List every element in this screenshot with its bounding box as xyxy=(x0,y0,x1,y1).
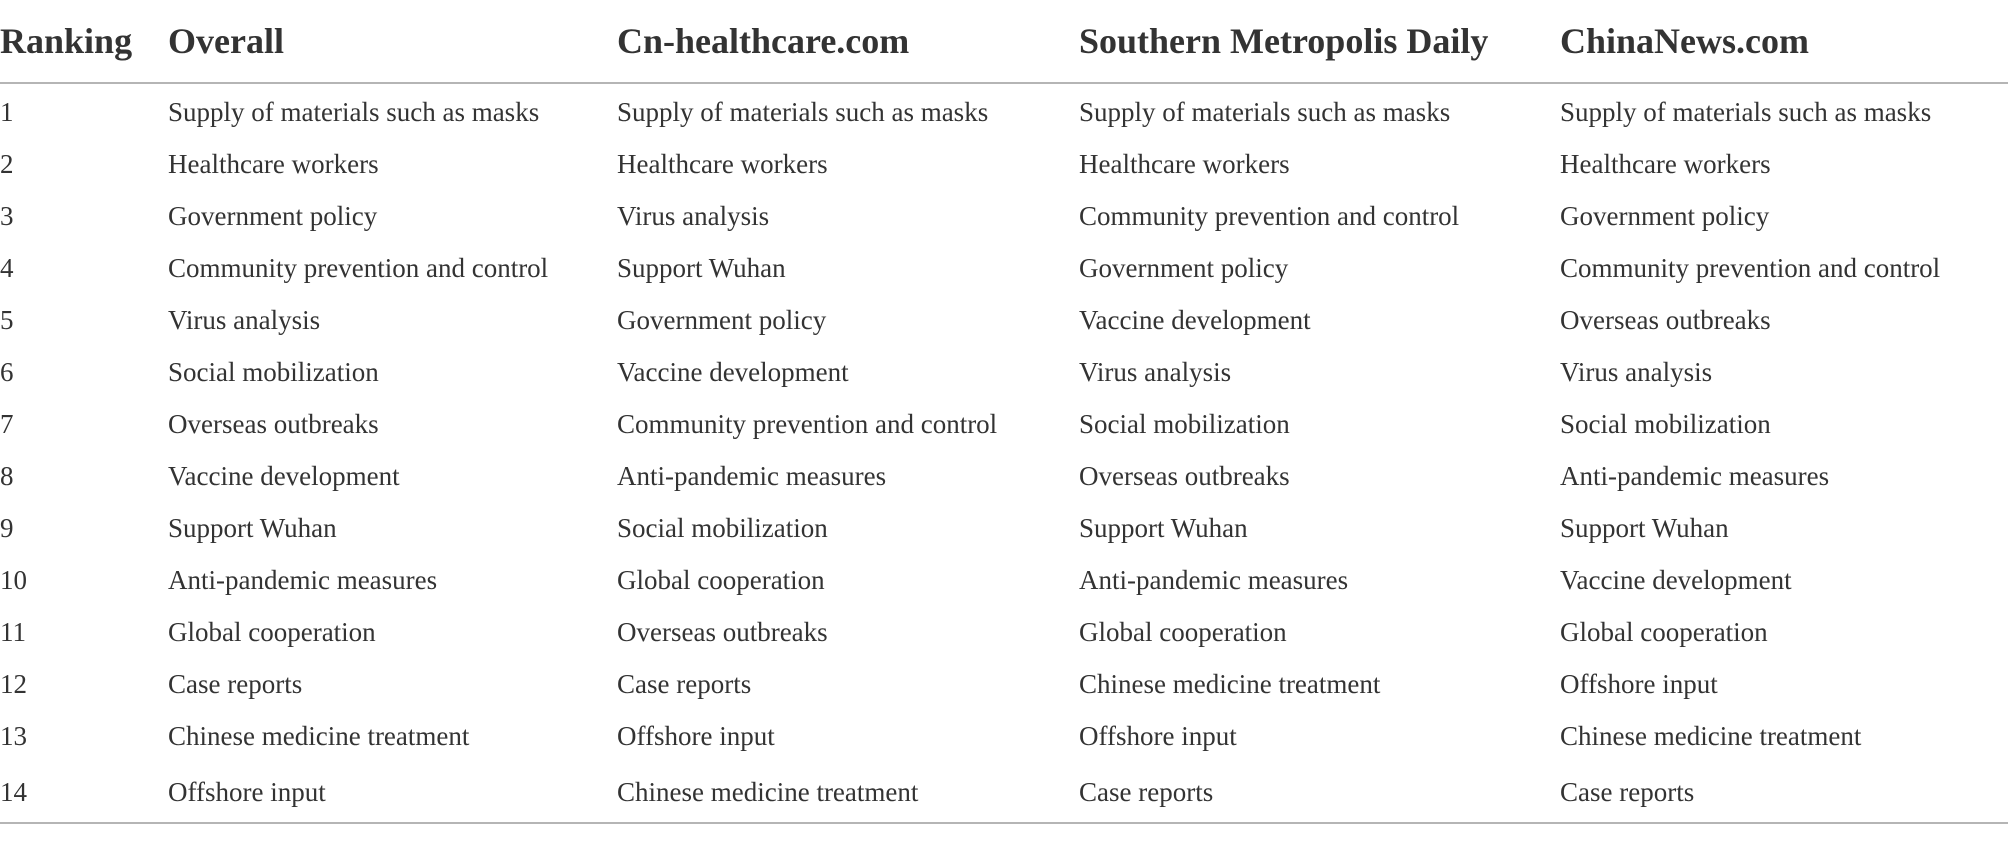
overall-cell: Social mobilization xyxy=(168,356,379,387)
cn-healthcare-cell: Supply of materials such as masks xyxy=(617,96,989,127)
overall-cell: Support Wuhan xyxy=(168,512,337,543)
cn-healthcare-cell: Community prevention and control xyxy=(617,408,998,439)
ranking-cell: 3 xyxy=(0,200,14,231)
header-southern-metropolis-daily: Southern Metropolis Daily xyxy=(1079,0,1560,83)
southern-metropolis-daily-cell: Social mobilization xyxy=(1079,408,1290,439)
chinanews-cell: Virus analysis xyxy=(1560,356,1713,387)
southern-metropolis-daily-cell: Virus analysis xyxy=(1079,356,1232,387)
southern-metropolis-daily-cell: Healthcare workers xyxy=(1079,148,1290,179)
ranking-cell: 9 xyxy=(0,512,14,543)
chinanews-cell: Social mobilization xyxy=(1560,408,1771,439)
overall-cell: Virus analysis xyxy=(168,304,321,335)
chinanews-cell: Global cooperation xyxy=(1560,616,1768,647)
southern-metropolis-daily-cell: Global cooperation xyxy=(1079,616,1287,647)
table-row xyxy=(0,450,2008,502)
cn-healthcare-cell: Government policy xyxy=(617,304,827,335)
southern-metropolis-daily-cell: Vaccine development xyxy=(1079,304,1311,335)
chinanews-cell: Government policy xyxy=(1560,200,1770,231)
ranking-cell: 8 xyxy=(0,460,14,491)
header-cn-healthcare: Cn-healthcare.com xyxy=(617,0,1079,83)
chinanews-cell: Offshore input xyxy=(1560,668,1718,699)
overall-cell: Global cooperation xyxy=(168,616,376,647)
header-overall: Overall xyxy=(168,0,617,83)
ranking-cell: 10 xyxy=(0,564,27,595)
chinanews-cell: Chinese medicine treatment xyxy=(1560,720,1862,751)
cn-healthcare-cell: Social mobilization xyxy=(617,512,828,543)
cn-healthcare-cell: Vaccine development xyxy=(617,356,849,387)
chinanews-cell: Overseas outbreaks xyxy=(1560,304,1771,335)
chinanews-cell: Anti-pandemic measures xyxy=(1560,460,1830,491)
table-row xyxy=(0,138,2008,190)
table-row xyxy=(0,554,2008,606)
ranking-cell: 13 xyxy=(0,720,27,751)
ranking-cell: 4 xyxy=(0,252,14,283)
overall-cell: Government policy xyxy=(168,200,378,231)
cn-healthcare-cell: Virus analysis xyxy=(617,200,770,231)
southern-metropolis-daily-cell: Offshore input xyxy=(1079,720,1237,751)
ranking-cell: 12 xyxy=(0,668,27,699)
table-row xyxy=(0,83,2008,138)
southern-metropolis-daily-cell: Community prevention and control xyxy=(1079,200,1460,231)
cn-healthcare-cell: Support Wuhan xyxy=(617,252,786,283)
cn-healthcare-cell: Anti-pandemic measures xyxy=(617,460,887,491)
ranking-cell: 7 xyxy=(0,408,14,439)
southern-metropolis-daily-cell: Case reports xyxy=(1079,762,1560,823)
overall-cell: Offshore input xyxy=(168,762,617,823)
table-body xyxy=(0,83,2008,823)
southern-metropolis-daily-cell: Overseas outbreaks xyxy=(1079,460,1290,491)
cn-healthcare-cell: Global cooperation xyxy=(617,564,825,595)
overall-cell: Healthcare workers xyxy=(168,148,379,179)
southern-metropolis-daily-cell: Chinese medicine treatment xyxy=(1079,668,1381,699)
ranking-cell: 14 xyxy=(0,762,168,823)
southern-metropolis-daily-cell: Support Wuhan xyxy=(1079,512,1248,543)
table-row xyxy=(0,502,2008,554)
chinanews-cell: Vaccine development xyxy=(1560,564,1792,595)
chinanews-cell: Healthcare workers xyxy=(1560,148,1771,179)
table-row xyxy=(0,710,2008,762)
ranking-cell: 2 xyxy=(0,148,14,179)
table-row xyxy=(0,398,2008,450)
overall-cell: Overseas outbreaks xyxy=(168,408,379,439)
chinanews-cell: Support Wuhan xyxy=(1560,512,1729,543)
overall-cell: Supply of materials such as masks xyxy=(168,96,540,127)
table-row xyxy=(0,346,2008,398)
cn-healthcare-cell: Offshore input xyxy=(617,720,775,751)
southern-metropolis-daily-cell: Anti-pandemic measures xyxy=(1079,564,1349,595)
header-ranking: Ranking xyxy=(0,0,168,83)
table-row xyxy=(0,658,2008,710)
ranking-cell: 1 xyxy=(0,96,14,127)
overall-cell: Anti-pandemic measures xyxy=(168,564,438,595)
cn-healthcare-cell: Overseas outbreaks xyxy=(617,616,828,647)
ranking-cell: 11 xyxy=(0,616,26,647)
overall-cell: Vaccine development xyxy=(168,460,400,491)
cn-healthcare-cell: Chinese medicine treatment xyxy=(617,762,1079,823)
overall-cell: Case reports xyxy=(168,668,303,699)
table-row xyxy=(0,294,2008,346)
table-row xyxy=(0,190,2008,242)
overall-cell: Community prevention and control xyxy=(168,252,549,283)
ranking-cell: 6 xyxy=(0,356,14,387)
chinanews-cell: Supply of materials such as masks xyxy=(1560,96,1932,127)
table-row xyxy=(0,762,2008,823)
cn-healthcare-cell: Healthcare workers xyxy=(617,148,828,179)
table-header-row xyxy=(0,0,2008,83)
table-row xyxy=(0,242,2008,294)
cn-healthcare-cell: Case reports xyxy=(617,668,752,699)
southern-metropolis-daily-cell: Supply of materials such as masks xyxy=(1079,96,1451,127)
chinanews-cell: Community prevention and control xyxy=(1560,252,1941,283)
overall-cell: Chinese medicine treatment xyxy=(168,720,470,751)
chinanews-cell: Case reports xyxy=(1560,762,2008,823)
table-row xyxy=(0,606,2008,658)
southern-metropolis-daily-cell: Government policy xyxy=(1079,252,1289,283)
ranking-cell: 5 xyxy=(0,304,14,335)
header-chinanews: ChinaNews.com xyxy=(1560,0,2008,83)
